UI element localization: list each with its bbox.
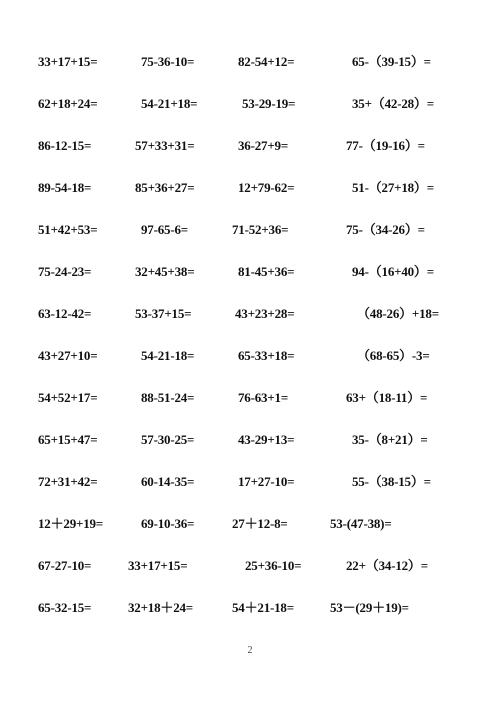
math-problem: 25+36-10= [245,558,302,573]
math-problem: 33+17+15= [38,54,98,69]
math-problem: 77-（19-16）= [346,138,425,153]
math-problem: 53－(29＋19)= [330,600,409,615]
math-problem: （48-26）+18= [357,306,439,321]
problem-row [0,177,500,199]
problem-row [0,429,500,451]
math-problem: 65-（39-15）= [352,54,431,69]
math-problem: 76-63+1= [238,390,289,405]
math-problem: 54＋21-18= [232,600,294,615]
math-problem: 65-33+18= [238,348,295,363]
problem-row [0,387,500,409]
problem-row [0,555,500,577]
math-problem: 75-24-23= [38,264,92,279]
math-problem: 75-（34-26）= [346,222,425,237]
math-problem: 53-(47-38)= [330,516,392,531]
math-problem: 35-（8+21）= [352,432,428,447]
math-problem: 57-30-25= [141,432,195,447]
math-problem: 65+15+47= [38,432,98,447]
math-problem: 86-12-15= [38,138,92,153]
math-problem: 63-12-42= [38,306,92,321]
math-problem: （68-65）-3= [357,348,430,363]
math-problem: 17+27-10= [238,474,295,489]
math-problem: 53-29-19= [242,96,296,111]
math-problem: 54-21+18= [141,96,198,111]
page-number: 2 [247,645,253,656]
math-problem: 51+42+53= [38,222,98,237]
math-problem: 81-45+36= [238,264,295,279]
math-problem: 43-29+13= [238,432,295,447]
math-problem: 82-54+12= [238,54,295,69]
problem-row [0,219,500,241]
math-problem: 33+17+15= [128,558,188,573]
problem-row [0,261,500,283]
math-problem: 69-10-36= [141,516,195,531]
math-problem: 32+45+38= [135,264,195,279]
math-problem: 94-（16+40）= [352,264,434,279]
math-problem: 62+18+24= [38,96,98,111]
problem-row [0,513,500,535]
problem-row [0,345,500,367]
math-problem: 75-36-10= [141,54,195,69]
problem-row [0,597,500,619]
problem-row [0,51,500,73]
math-problem: 97-65-6= [141,222,188,237]
math-problem: 54+52+17= [38,390,98,405]
problem-row [0,303,500,325]
math-problem: 63+（18-11）= [346,390,428,405]
math-problem: 60-14-35= [141,474,195,489]
math-problem: 22+（34-12）= [346,558,428,573]
math-problem: 43+27+10= [38,348,98,363]
math-problem: 85+36+27= [135,180,195,195]
math-problem: 35+（42-28）= [352,96,434,111]
problem-row [0,93,500,115]
math-problem: 72+31+42= [38,474,98,489]
math-problem: 12+79-62= [238,180,295,195]
math-problem: 12＋29+19= [38,516,104,531]
math-problem: 65-32-15= [38,600,92,615]
math-problem: 67-27-10= [38,558,92,573]
math-problem: 51-（27+18）= [352,180,434,195]
math-problem: 89-54-18= [38,180,92,195]
math-problem: 53-37+15= [135,306,192,321]
math-problem: 36-27+9= [238,138,289,153]
math-problem: 57+33+31= [135,138,195,153]
math-problem: 54-21-18= [141,348,195,363]
math-problem: 32+18＋24= [128,600,194,615]
math-problem: 71-52+36= [232,222,289,237]
math-problem: 27＋12-8= [232,516,288,531]
math-problem: 88-51-24= [141,390,195,405]
problem-row [0,471,500,493]
math-problem: 55-（38-15）= [352,474,431,489]
problem-row [0,135,500,157]
math-problem: 43+23+28= [235,306,295,321]
